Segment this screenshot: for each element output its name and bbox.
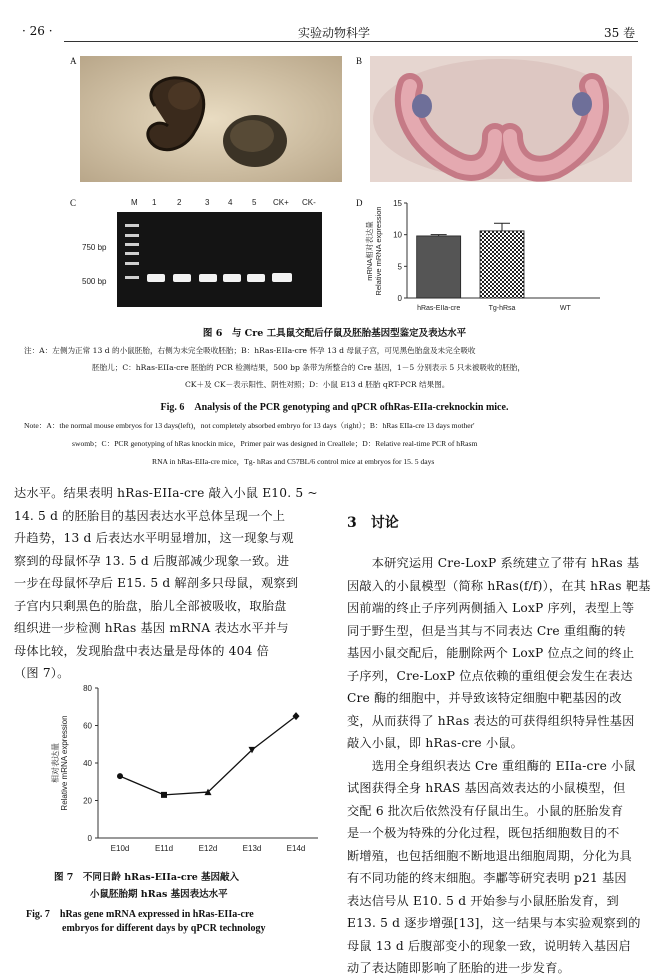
line-category-label: E10d [110,844,130,853]
bar [480,231,524,298]
line-category-label: E12d [198,844,218,853]
line-point [161,792,167,798]
fig6-note-en-3: RNA in hRas-EIIa-cre mice，Tg- hRas and C57BL/6 control mice at embryos for 15. 5 days [152,457,435,466]
page-number: · 26 · [22,24,53,38]
section-heading-discussion: 3 讨论 [347,515,399,531]
text-line: 本研究运用 Cre-LoxP 系统建立了带有 hRas 基 [347,556,640,570]
text-line: 母体比较，发现胎盘中表达量是母体的 404 倍 [14,643,269,658]
gel-marker-750: 750 bp [82,243,107,252]
text-line: 14. 5 d 的胚胎目的基因表达水平总体呈现一个上 [14,508,286,523]
text-line: 母鼠 13 d 后腹部变小的现象一致，说明转入基因启 [347,938,631,953]
line-category-label: E14d [286,844,306,853]
fig6-caption-en: Fig. 6 Analysis of the PCR genotyping and qPCR ofhRas-EIIa-creknockin mice. [160,402,509,413]
bar-y-tick-label: 15 [393,199,402,208]
gel-marker-500: 500 bp [82,277,107,286]
line-y-tick-label: 20 [83,796,92,806]
text-line: 断增殖，也包括细胞不断地退出细胞周期，分化为具 [347,848,632,863]
right-column-text [347,552,659,980]
line-y-tick-label: 80 [83,684,92,693]
gel-lane-3: 3 [205,198,210,207]
fig7-caption-en-1: Fig. 7 hRas gene mRNA expressed in hRas-EIIa-cre [26,909,254,920]
panel-label-d: D [356,198,363,208]
text-line: （图 7）。 [14,666,70,680]
text-line: 选用全身组织表达 Cre 重组酶的 EIIa-cre 小鼠 [347,758,636,773]
text-line: 有不同功能的终末细胞。李鄘等研究表明 p21 基因 [347,871,627,885]
text-line: 基因小鼠交配后，能删除两个 LoxP 位点之间的终止 [347,646,635,660]
fig6-note-zh-1: 注：A：左侧为正常 13 d 的小鼠胚胎，右侧为未完全吸收胚胎；B：hRas-EIIa-cre 怀孕 13 d 母鼠子宫，可见黑色胎盘及未完全吸收 [24,346,476,355]
volume-number: 35 卷 [604,26,636,40]
embryo-photo-a [80,56,342,182]
line-category-label: E13d [242,844,262,853]
line-y-tick-label: 0 [87,834,92,843]
text-line: 因敲入的小鼠模型（简称 hRas(f/f)），在其 hRas 靶基 [347,578,651,593]
gel-lane-m: M [131,198,138,207]
bar-ylabel-en: Relative mRNA expression [374,206,383,296]
text-line: 达水平。结果表明 hRas-EIIa-cre 敲入小鼠 E10. 5 ~ [14,486,318,500]
gel-lane-5: 5 [252,198,257,207]
text-line: 变，从而获得了 hRas 表达的可获得组织特异性基因 [347,713,635,728]
text-line: 是一个极为特殊的分化过程，既包括细胞数目的不 [347,826,620,840]
text-line: 一步在母鼠怀孕后 E15. 5 d 解剖多只母鼠，观察到 [14,576,299,590]
fig6-note-en-2: swomb；C：PCR genotyping of hRas knockin mice，Primer pair was designed in Creallele；D：Relative real-time PCR of hRasm [72,439,478,448]
fig6d-bar-chart [360,195,610,320]
fig6-note-zh-2: 胚胎儿；C：hRas-EIIa-cre 胚胎的 PCR 检测结果，500 bp 条带为所整合的 Cre 基因，1－5 分别表示 5 只未被吸收的胚胎， [92,363,525,372]
bar [417,236,461,298]
bar-y-tick-label: 0 [397,294,402,303]
line-point [293,712,300,720]
gel-lane-1: 1 [152,198,157,207]
gel-lane-ck-minus: CK- [302,198,316,207]
text-line: 组织进一步检测 hRas 基因 mRNA 表达水平并与 [14,621,289,635]
line-y-tick-label: 60 [83,721,92,731]
line-point [117,773,123,779]
journal-name: 实验动物科学 [298,26,371,40]
text-line: 察到的母鼠怀孕 13. 5 d 后腹部减少现象一致。进 [14,553,290,568]
gel-lane-4: 4 [228,198,233,207]
line-series [120,716,296,795]
line-category-label: E11d [154,844,174,853]
line-y-tick-label: 40 [83,759,92,768]
fig6-note-zh-3: CK＋及 CK－表示阳性、阴性对照；D：小鼠 E13 d 胚胎 qRT-PCR 结果图。 [185,380,450,389]
fig7-line-chart [48,680,328,860]
text-line: 升趋势，13 d 后表达水平明显增加，这一现象与观 [14,531,294,545]
left-column-text [14,482,330,685]
text-line: 因前端的终止子序列两侧插入 LoxP 序列，表型上等 [347,601,635,615]
bar-category-label: Tg-hRsa [488,305,516,312]
text-line: E13. 5 d 逐步增强[13]，这一结果与本实验观察到的 [347,916,641,930]
text-line: 动了表达随即影响了胚胎的进一步发育。 [347,961,570,975]
gel-image [117,212,322,307]
panel-label-c: C [70,198,77,208]
fig7-caption-zh-1: 图 7 不同日龄 hRas-EIIa-cre 基因敲入 [54,872,240,883]
uterus-photo-b [370,56,632,182]
bar-ylabel-zh: mRNA相对表达量 [365,221,374,281]
text-line: 敲入小鼠，即 hRas-cre 小鼠。 [347,736,524,750]
panel-label-a: A [70,56,77,66]
gel-lane-ck-plus: CK+ [273,198,289,207]
text-line: 交配 6 批次后依然没有仔鼠出生。小鼠的胚胎发育 [347,803,624,818]
line-ylabel-zh: 相对表达量 [51,743,60,783]
text-line: Cre 酶的细胞中，并导致该特定细胞中靶基因的改 [347,691,622,705]
bar-category-label: WT [559,305,571,312]
panel-label-b: B [356,56,363,66]
line-ylabel-en: Relative mRNA expression [60,715,69,811]
fig6-note-en-1: Note：A：the normal mouse embryos for 13 days(left)，not completely absorbed embryo for 13 days（right）；B：hRas EIIa-cre 13 days mother' [24,421,475,430]
fig6-caption-zh: 图 6 与 Cre 工具鼠交配后仔鼠及胚胎基因型鉴定及表达水平 [202,328,467,339]
bar-y-tick-label: 5 [397,262,402,272]
text-line: 同于野生型，但是当其与不同表达 Cre 重组酶的转 [347,623,626,638]
gel-lane-2: 2 [177,198,182,207]
text-line: 试图获得全身 hRAS 基因高效表达的小鼠模型，但 [347,781,626,795]
fig7-caption-zh-2: 小鼠胚胎期 hRas 基因表达水平 [90,889,228,900]
text-line: 子序列，Cre-LoxP 位点依赖的重组便会发生在表达 [347,668,633,683]
bar-category-label: hRas-EIIa-cre [417,305,461,312]
header-rule [64,41,638,42]
text-line: 子宫内只剩黑色的胎盘，胎儿全部被吸收，取胎盘 [14,598,287,613]
bar-y-tick-label: 10 [393,230,402,240]
fig7-caption-en-2: embryos for different days by qPCR technology [62,923,266,934]
text-line: 表达信号从 E10. 5 d 开始参与小鼠胚胎发育，到 [347,893,619,908]
